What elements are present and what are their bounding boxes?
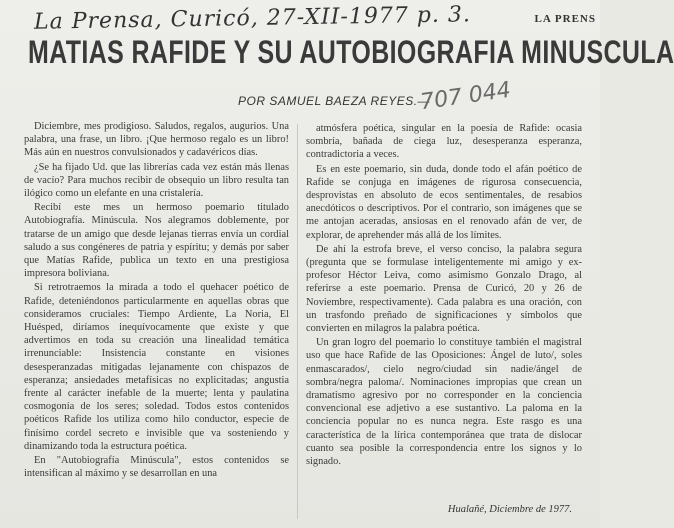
paragraph: ¿Se ha fijado Ud. que las librerías cada vez están más llenas de vacío? Para muchos recibir de obsequio un libro resulta tan ilógico como un elefante en una cristalería. xyxy=(24,161,289,200)
article-byline: POR SAMUEL BAEZA REYES.— xyxy=(238,94,431,108)
paragraph: Recibí este mes un hermoso poemario titulado Autobiografía. Minúscula. Nos alegramos doblemente, por tratarse de un amigo que desde lejanas tierras envía un cordial saludo a sus congéneres de patria y espíritu; y demás por saber que Matías Rafide, publica un texto en una prestigiosa impresora boliviana. xyxy=(24,202,289,280)
paragraph: De ahí la estrofa breve, el verso conciso, la palabra segura (pregunta que se formulase inteligentemente mi amigo y ex-profesor Héctor Leiva, como asimismo Gonzalo Drago, al referirse a este poemario. Prensa de Curicó, 20 y 26 de Noviembre, respectivamente). Cada palabra es una oración, con un trasfondo preñado de significaciones y símbolos que convierten en milagros la palabra poética. xyxy=(306,243,582,335)
paragraph: atmósfera poética, singular en la poesía de Rafide: ocasia sombría, bañada de ciega luz, desesperanza esperanza, contradictoria a veces. xyxy=(306,123,582,161)
paragraph: En "Autobiografía Minúscula", estos contenidos se intensifican al máximo y se desarrollan en una xyxy=(24,455,289,480)
paragraph: Si retrotraemos la mirada a todo el quehacer poético de Rafide, deteniéndonos particularmente en aquellas obras que consideramos cruciales: Tiempo Ardiente, La Noria, El Huésped, diríamos inequívocamente que existe y que advertimos en toda su creación una linealidad temática irrenunciable: Insistencia constante en visiones desesperanzadas mitigadas lejanamente con chispazos de esperanza; ansiedades metafísicas no explicitadas; angustia frente al carácter inefable de la muerte; lenta y paulatina cosmogonía de los seres; soledad. Todos estos contenidos poéticos Rafide los utiliza como hilo conductor, especie de finísimo cordel secreto e invisible que va sosteniendo y dinamizando toda la estructura poética. xyxy=(24,282,289,452)
paragraph: Diciembre, mes prodigioso. Saludos, regalos, augurios. Una palabra, una frase, un libro. ¡Que hermoso regalo es un libro! Más aún en nuestros convulsionados y cadavéricos días. xyxy=(24,121,289,159)
paragraph: Es en este poemario, sin duda, donde todo el afán poético de Rafide se conjuga en imágenes de rigurosa consecuencia, desprovistas en absoluto de ecos sentimentales, de resabios anecdóticos o descriptivos. Por el contrario, son imágenes que se me antojan aceradas, ansiosas en el renovado afán de ver, de explorar, de aprehender más allá de los límites. xyxy=(306,163,582,241)
article-headline: MATIAS RAFIDE Y SU AUTOBIOGRAFIA MINUSCULA xyxy=(28,34,674,70)
column-divider xyxy=(297,124,298,519)
newspaper-name: LA PRENS xyxy=(534,13,596,25)
right-column xyxy=(306,122,582,469)
paragraph: Un gran logro del poemario lo constituye también el magistral uso que hace Rafide de las Oposiciones: Ángel de luto/, soles enmascarados/, cielo negro/ciudad sin nadie/ángel de sombra/negra paloma/. Nominaciones impropias que crean un dramatismo agresivo por no corresponder en la conciencia convencional ese adjetivo a ese sustantivo. La paloma en la conciencia popular no es nunca negra. Este rasgo es una característica de la lírica contemporánea que trata de dislocar cuanto sea posible la correspondencia entre los signos y lo signado. xyxy=(306,337,582,468)
catalog-stamp: 707 044 xyxy=(418,77,513,116)
handwritten-source-note: La Prensa, Curicó, 27-XII-1977 p. 3. xyxy=(33,2,472,35)
article-signoff: Hualañé, Diciembre de 1977. xyxy=(447,504,572,515)
left-column xyxy=(24,120,289,481)
